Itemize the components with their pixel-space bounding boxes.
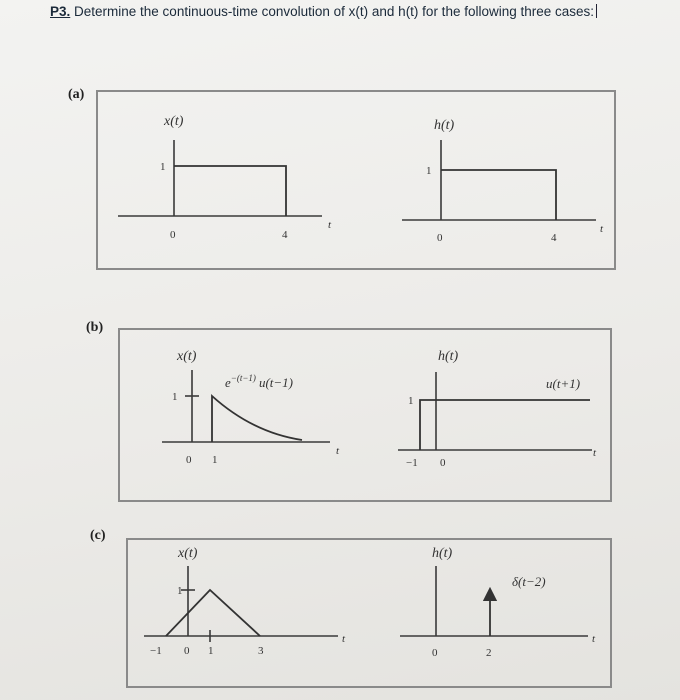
case-b-x-expr-exponent: −(t−1) [230, 373, 256, 383]
case-b-x-expr-base: e [225, 375, 231, 390]
case-c-x-title: x(t) [178, 546, 198, 561]
case-a-h-axis-label: t [600, 223, 604, 235]
case-a-h-plot [402, 118, 604, 244]
case-b-x-plot [162, 349, 340, 466]
case-c-x-axis-label: t [342, 633, 346, 645]
problem-number: P3. [50, 4, 71, 19]
case-c-h-tick-label: 2 [486, 647, 492, 659]
case-b-x-axis-label: t [336, 445, 340, 457]
case-c-x-level-label: 1 [177, 585, 183, 597]
case-c-h-plot [400, 546, 596, 659]
case-b-x-level-label: 1 [172, 391, 178, 403]
case-a-x-plot [118, 114, 332, 241]
case-b-x-expr-rest: u(t−1) [258, 375, 293, 390]
case-c-x-origin-label: 0 [184, 645, 190, 657]
case-a-x-rect-pulse [174, 166, 286, 216]
case-b-h-expression: u(t+1) [546, 376, 581, 391]
case-a-label: (a) [68, 87, 85, 102]
case-a-x-title: x(t) [164, 114, 184, 129]
case-a-h-origin-label: 0 [437, 232, 443, 244]
case-b-h-left-label: −1 [406, 457, 418, 469]
case-b-x-title: x(t) [177, 349, 197, 364]
case-b-x-origin-label: 0 [186, 454, 192, 466]
case-c-x-tick-label: 1 [208, 645, 214, 657]
case-c-x-left-label: −1 [150, 645, 162, 657]
case-b-h-step [420, 400, 590, 450]
case-c-x-end-label: 3 [258, 645, 264, 657]
case-b-h-title: h(t) [438, 349, 459, 364]
case-b-label: (b) [86, 320, 104, 335]
case-c-h-expression: δ(t−2) [512, 574, 546, 589]
case-a-x-level-label: 1 [160, 161, 166, 173]
case-a-h-end-label: 4 [551, 232, 557, 244]
case-c-label: (c) [90, 528, 106, 543]
problem-text: Determine the continuous-time convolution of x(t) and h(t) for the following three cases: [70, 4, 595, 19]
case-a-h-level-label: 1 [426, 165, 432, 177]
case-c-h-title: h(t) [432, 546, 453, 561]
case-c-x-plot [144, 546, 346, 657]
case-a-h-title: h(t) [434, 118, 455, 133]
case-b-x-expression [225, 373, 293, 390]
case-b-h-level-label: 1 [408, 395, 414, 407]
case-b-x-tick-label: 1 [212, 454, 218, 466]
case-a-x-end-label: 4 [282, 229, 288, 241]
case-a-x-origin-label: 0 [170, 229, 176, 241]
case-c-h-origin-label: 0 [432, 647, 438, 659]
case-b-h-plot [398, 349, 597, 469]
case-b-x-exp-decay [212, 396, 302, 442]
case-b-h-origin-label: 0 [440, 457, 446, 469]
case-b-h-axis-label: t [593, 447, 597, 459]
case-a-x-axis-label: t [328, 219, 332, 231]
case-c-h-axis-label: t [592, 633, 596, 645]
case-a-h-rect-pulse [441, 170, 556, 220]
